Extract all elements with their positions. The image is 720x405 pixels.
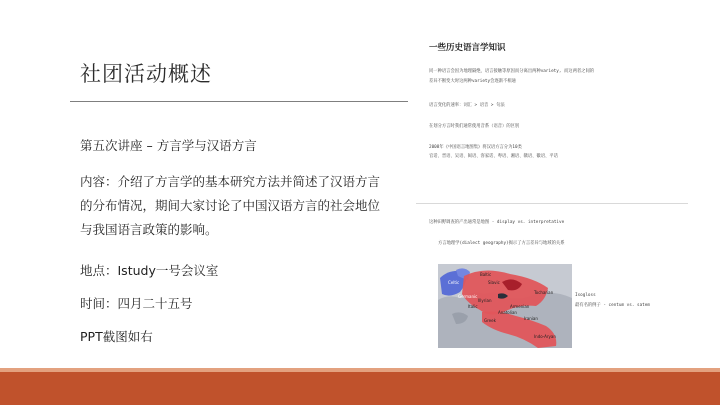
screenshot-text: 这种田野调查的产出通常是地图 - display vs. interpretative bbox=[429, 220, 565, 225]
screenshot-text: 语言变化的速率：词汇 > 语音 > 句法 bbox=[429, 103, 505, 108]
screenshot-text: 官话、晋语、吴语、闽语、客家话、粤语、湘语、赣语、徽语、平话 bbox=[429, 154, 558, 159]
ppt-screenshot-2 bbox=[424, 208, 688, 358]
footer-accent-bar bbox=[0, 372, 720, 405]
content-line: 的分布情况，期间大家讨论了中国汉语方言的社会地位 bbox=[80, 198, 381, 213]
ppt-screenshot-1 bbox=[424, 32, 688, 202]
time-line: 时间：四月二十五号 bbox=[80, 296, 193, 311]
map-label: Baltic bbox=[480, 272, 492, 277]
screenshot-heading: 一些历史语言学知识 bbox=[429, 43, 506, 53]
lecture-line: 第五次讲座 – 方言学与汉语方言 bbox=[80, 138, 257, 153]
screenshot-divider bbox=[416, 203, 688, 204]
screenshot-text: 同一种语言会因为地理隔绝，语言接触等原因而分离出两种variety, 而这两者之间的 bbox=[429, 69, 595, 74]
ppt-note-line: PPT截图如右 bbox=[80, 329, 153, 344]
location-line: 地点：Istudy一号会议室 bbox=[80, 263, 219, 278]
content-line: 内容：介绍了方言学的基本研究方法并简述了汉语方言 bbox=[80, 174, 381, 189]
screenshot-text: 差异不断变大时这两种variety会逐渐不相通 bbox=[429, 79, 516, 84]
content-paragraph bbox=[80, 170, 410, 242]
map-label: Slavic bbox=[488, 280, 500, 285]
slide-title: 社团活动概述 bbox=[80, 62, 212, 86]
screenshot-text: 在划分方言时我们通常使用音系（语音）的区别 bbox=[429, 124, 520, 129]
title-divider bbox=[70, 101, 408, 102]
map-label: Italic bbox=[468, 304, 478, 309]
indo-european-map-image bbox=[438, 264, 572, 348]
screenshot-text: 最有名的例子 - centum vs. satem bbox=[575, 303, 650, 308]
map-label: Armenian bbox=[510, 304, 530, 309]
map-label: Tocharian bbox=[534, 290, 554, 295]
screenshot-text: 方言地理学(dialect geography)揭示了方言差异与地域的关系 bbox=[438, 241, 565, 246]
screenshot-text: 2008年《中国语言地图集》将汉语方言分为10类 bbox=[429, 145, 522, 150]
screenshot-text: Isogloss bbox=[575, 293, 596, 298]
map-label: Celtic bbox=[448, 280, 460, 285]
map-label: Germanic bbox=[458, 294, 478, 299]
map-label: Greek bbox=[484, 318, 496, 323]
map-label: Indo-Aryan bbox=[534, 334, 556, 339]
content-line: 与我国语言政策的影响。 bbox=[80, 222, 218, 237]
map-label: Anatolian bbox=[498, 310, 517, 315]
map-label: Illyrian bbox=[478, 298, 492, 303]
map-label: Iranian bbox=[524, 316, 538, 321]
